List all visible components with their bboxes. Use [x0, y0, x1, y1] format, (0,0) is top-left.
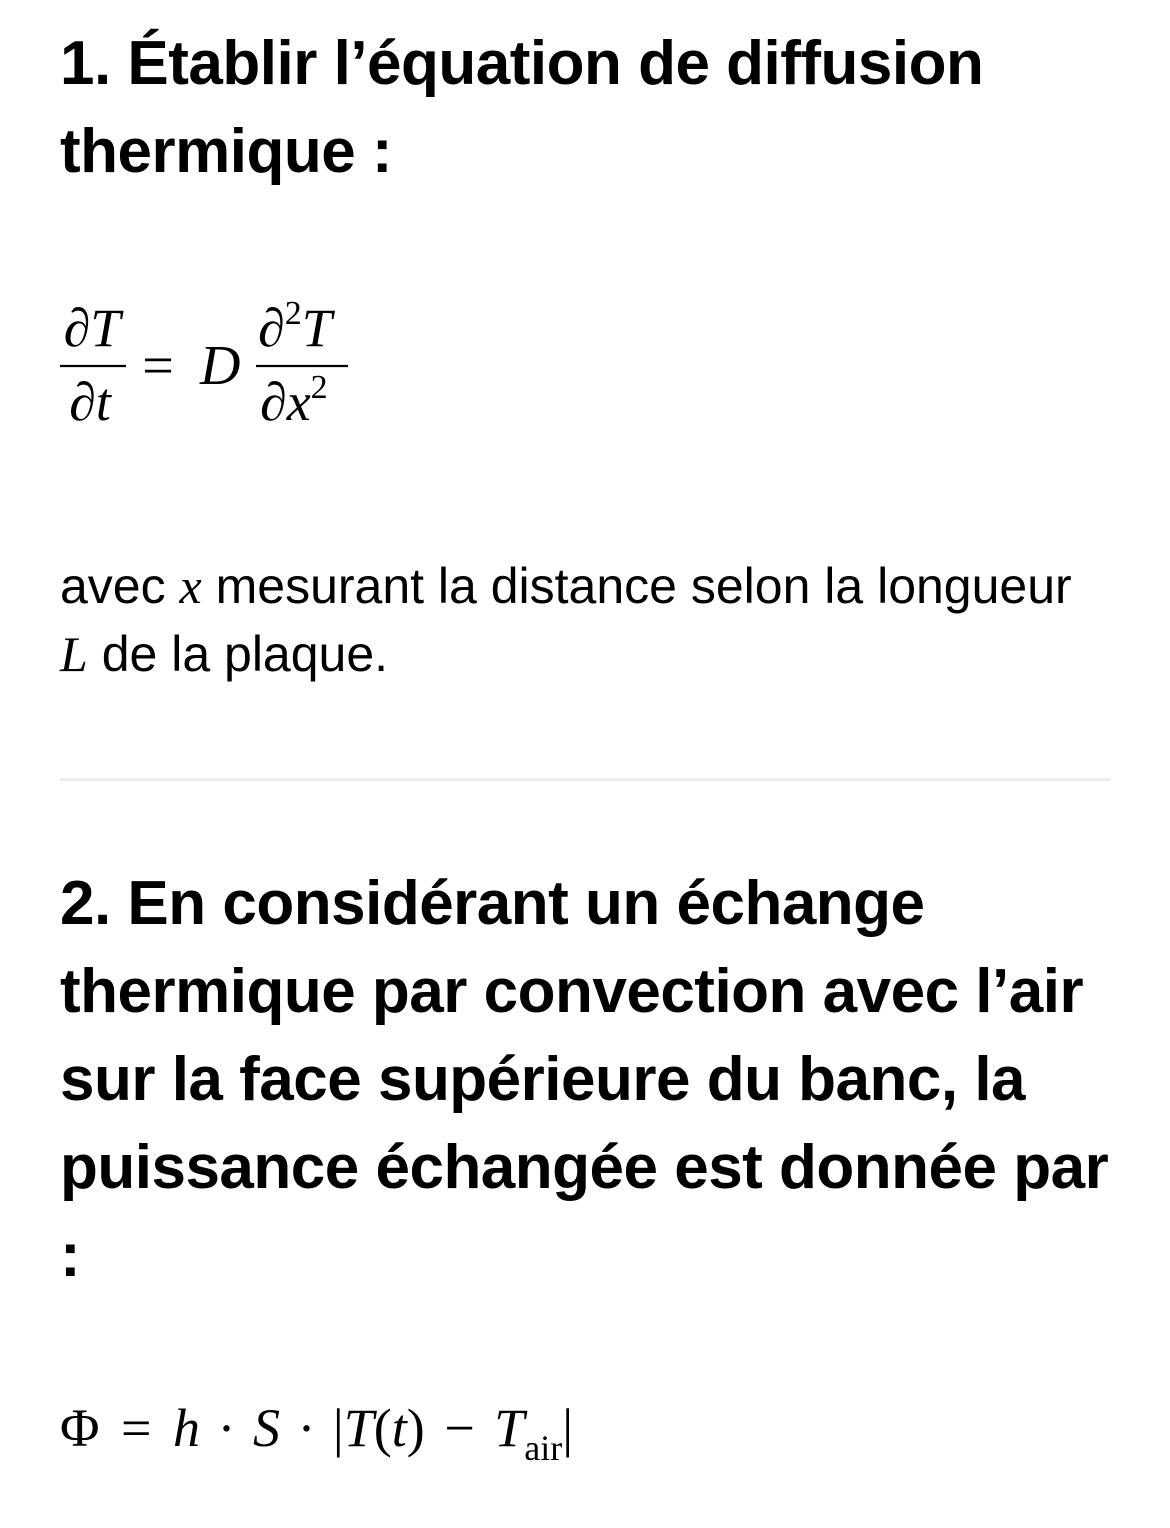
rhs-den-partial: ∂ [260, 372, 287, 432]
text-part-2: mesurant la distance selon la longueur [201, 558, 1072, 614]
subscript-air: air [524, 1428, 563, 1468]
paren-open: ( [373, 1398, 392, 1458]
surface-S: S [252, 1398, 280, 1458]
rhs-den-variable: x [286, 372, 311, 432]
minus-sign: − [444, 1398, 475, 1458]
section-divider [60, 778, 1110, 781]
section-1-explanation [60, 552, 1110, 688]
abs-bar-open: | [332, 1398, 344, 1458]
dot-operator-2: · [297, 1398, 316, 1458]
lhs-denominator: ∂t [69, 372, 111, 432]
equals-sign: = [142, 335, 174, 397]
abs-bar-close: | [562, 1398, 574, 1458]
section-2-heading: 2. En considérant un échange thermique par convection avec l’air sur la face supérieure du banc, la puissance échangée est donnée par : [60, 869, 1109, 1290]
time-t: t [391, 1398, 407, 1458]
rhs-denominator [260, 369, 328, 432]
equals-sign-2: = [120, 1398, 152, 1458]
diffusion-coefficient: D [200, 335, 241, 397]
paren-close: ) [406, 1398, 425, 1458]
convection-power-equation [60, 1390, 660, 1480]
rhs-num-partial: ∂ [258, 298, 285, 358]
rhs-num-variable: T [301, 298, 332, 358]
lhs-numerator: ∂T [63, 298, 121, 358]
phi-symbol: Φ [60, 1398, 100, 1458]
variable-L: L [60, 626, 88, 682]
section-1-heading: 1. Établir l’équation de diffusion thermique : [60, 29, 984, 186]
rhs-numerator [258, 296, 336, 358]
diffusion-equation [60, 296, 380, 436]
coefficient-h: h [172, 1398, 200, 1458]
convection-formula [60, 1398, 573, 1468]
rhs-den-power: 2 [310, 369, 328, 406]
variable-x: x [179, 558, 202, 614]
rhs-num-power: 2 [284, 296, 302, 332]
text-part-1: avec [60, 558, 180, 614]
dot-operator-1: · [217, 1398, 236, 1458]
text-part-3: de la plaque. [87, 626, 389, 682]
temperature-T-air: T [494, 1398, 525, 1458]
temperature-T: T [343, 1398, 374, 1458]
